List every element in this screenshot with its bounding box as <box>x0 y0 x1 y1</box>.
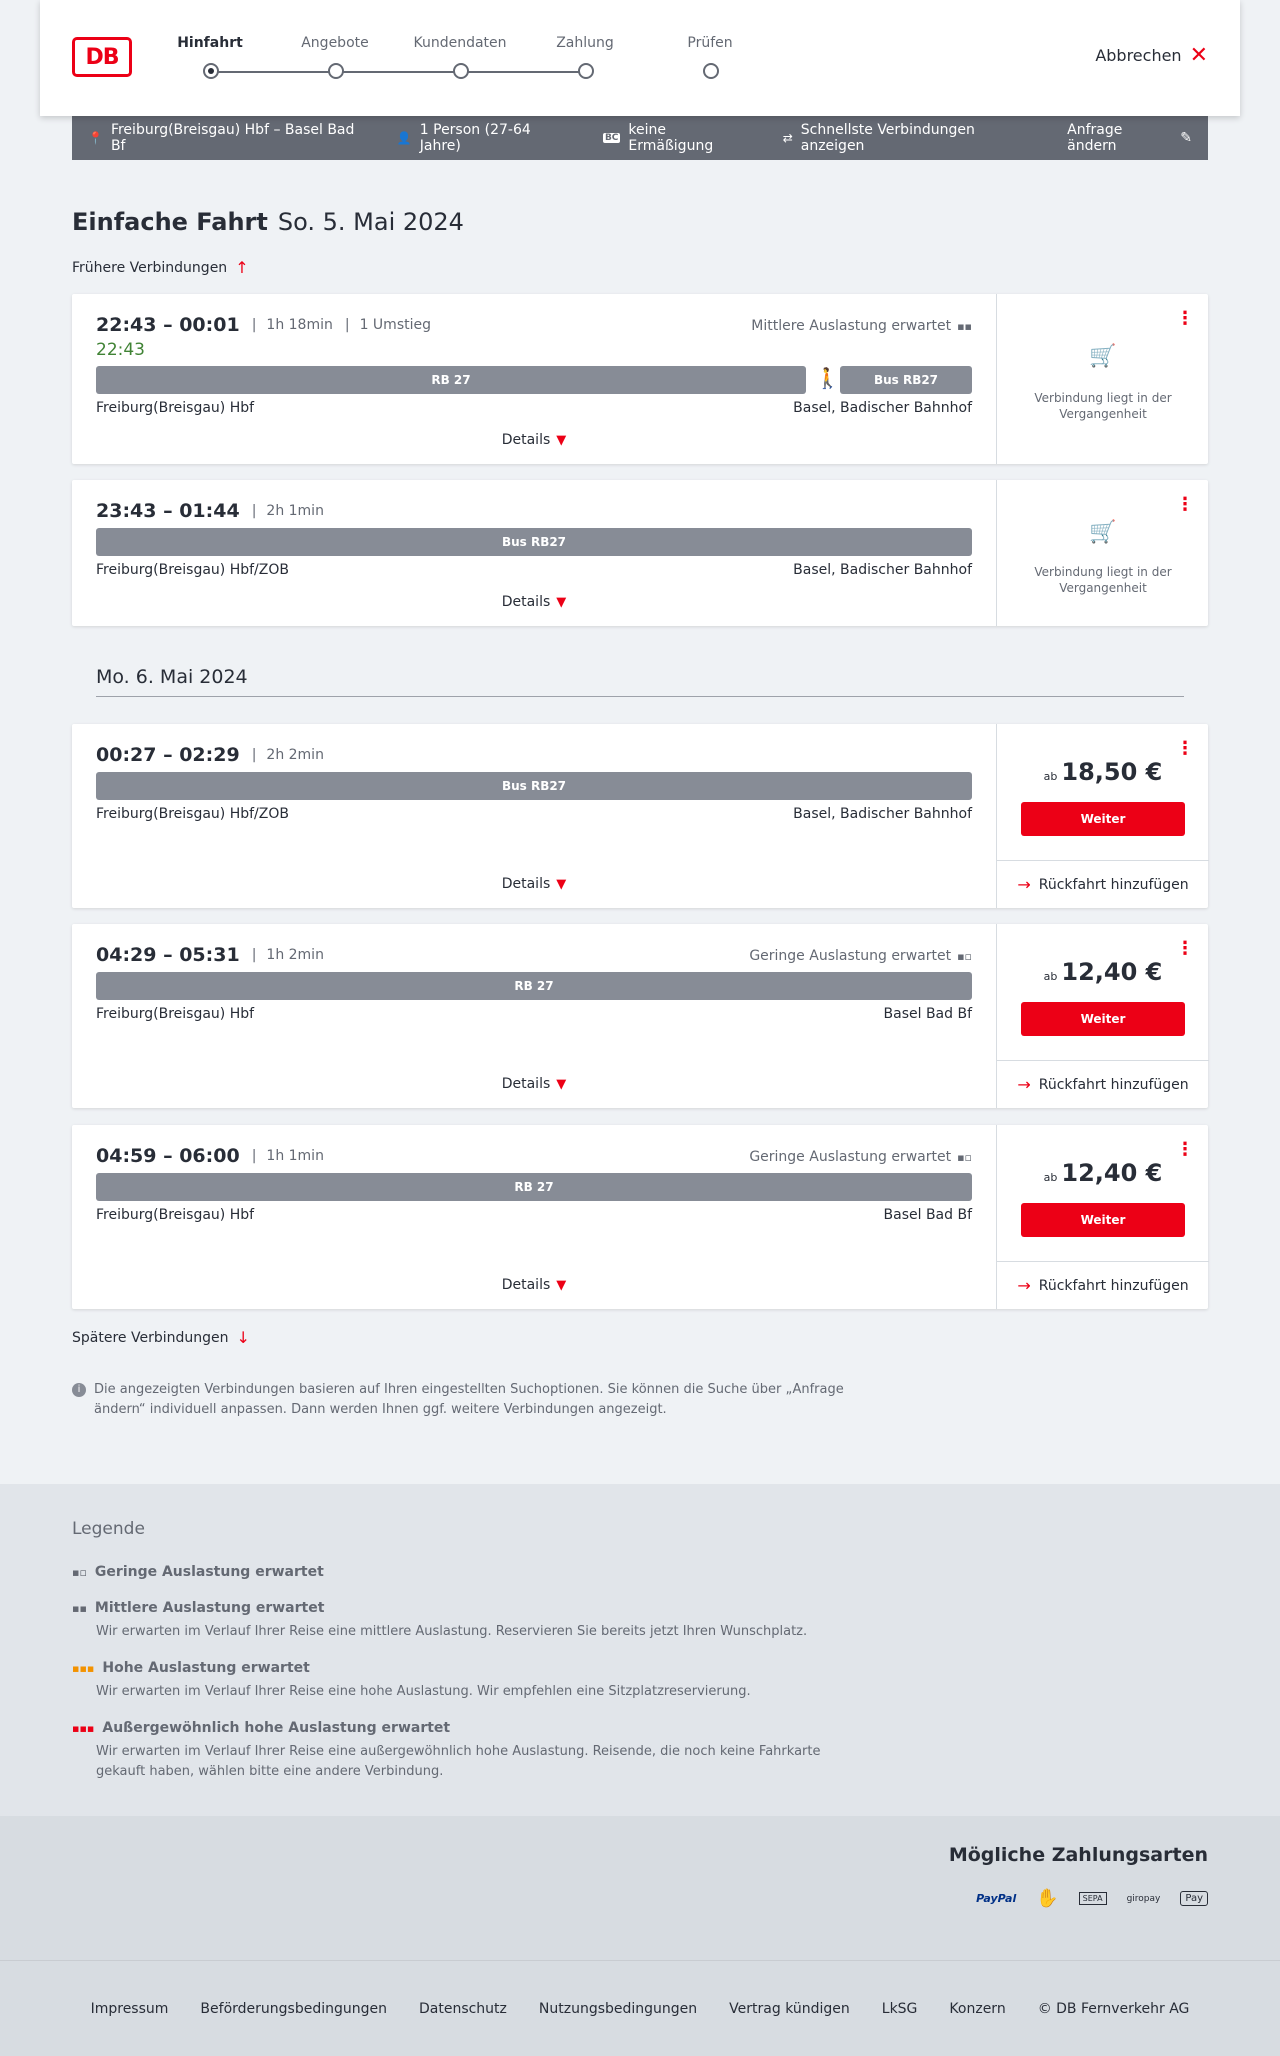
segment-bar[interactable]: Bus RB27 <box>96 528 972 556</box>
step-pruefen <box>660 35 760 55</box>
discount-summary <box>603 122 751 154</box>
segment-bar[interactable]: RB 27 <box>96 1173 972 1201</box>
connection-side <box>996 480 1208 626</box>
connection-main <box>72 480 996 626</box>
duration: 1h 18min <box>266 317 333 333</box>
price-prefix: ab <box>1043 770 1058 783</box>
time-range: 22:43 – 00:01 <box>96 314 240 336</box>
duration: 1h 2min <box>266 947 324 963</box>
connection-main <box>72 1125 996 1309</box>
connection-card <box>72 724 1208 908</box>
pencil-icon: ✎ <box>1180 130 1192 146</box>
occupancy-info <box>751 318 972 334</box>
details-label: Details <box>501 594 551 610</box>
connection-times: 00:27 – 02:29 | 2h 2min <box>96 744 324 766</box>
sepa-icon: SEPA <box>1079 1892 1107 1905</box>
legend-item-desc: Wir erwarten im Verlauf Ihrer Reise eine hohe Auslastung. Wir empfehlen eine Sitzplatzreservierung. <box>96 1684 751 1699</box>
time-range: 00:27 – 02:29 <box>96 744 240 766</box>
weiter-button[interactable]: Weiter <box>1021 802 1185 836</box>
price <box>997 1159 1209 1187</box>
return-label: Rückfahrt hinzufügen <box>1038 876 1189 893</box>
more-options-icon[interactable]: ⋮ <box>1176 494 1194 515</box>
destination-station: Basel, Badischer Bahnhof <box>793 400 972 416</box>
connection-times: 22:43 – 00:01 | 1h 18min | 1 Umstieg <box>96 314 431 336</box>
connection-side <box>996 724 1208 908</box>
legend-item-medium <box>72 1600 856 1642</box>
cart-unavailable-icon: 🛒 <box>1089 520 1117 545</box>
connection-card <box>72 924 1208 1108</box>
origin-station: Freiburg(Breisgau) Hbf/ZOB <box>96 562 289 578</box>
more-options-icon[interactable]: ⋮ <box>1176 738 1194 759</box>
origin-station: Freiburg(Breisgau) Hbf/ZOB <box>96 806 289 822</box>
details-toggle[interactable] <box>72 1076 996 1092</box>
legend-item-very-high <box>72 1720 856 1782</box>
info-text: Die angezeigten Verbindungen basieren auf Ihren eingestellten Suchoptionen. Sie können die Suche über „Anfrage ändern“ individuell anpassen. Dann werden Ihnen ggf. weitere Verbindungen angezeigt. <box>94 1382 844 1417</box>
details-toggle[interactable] <box>72 876 996 892</box>
step-dot <box>328 63 344 79</box>
details-label: Details <box>501 1076 551 1092</box>
connection-card <box>72 294 1208 464</box>
connection-main <box>72 294 996 464</box>
page-title <box>72 208 464 236</box>
progress-line <box>210 71 585 73</box>
bahncard-icon: BC <box>604 133 619 143</box>
connection-main <box>72 924 996 1108</box>
step-label: Zahlung <box>556 35 614 51</box>
segment-bar[interactable]: RB 27 <box>96 972 972 1000</box>
step-dot <box>453 63 469 79</box>
edit-request-button[interactable] <box>1067 122 1192 154</box>
connection-side <box>996 294 1208 464</box>
destination-station: Basel, Badischer Bahnhof <box>793 806 972 822</box>
giropay-icon: giropay <box>1126 1893 1161 1904</box>
price-prefix: ab <box>1043 1171 1058 1184</box>
step-dot <box>578 63 594 79</box>
price-value: 12,40 € <box>1061 1159 1163 1187</box>
person-icon: 👤 <box>396 131 412 145</box>
time-range: 04:59 – 06:00 <box>96 1145 240 1167</box>
price <box>997 958 1209 986</box>
location-pin-icon: 📍 <box>88 131 103 145</box>
fastest-summary <box>783 122 1035 154</box>
segment-bar[interactable]: Bus RB27 <box>840 366 972 394</box>
price <box>997 758 1209 786</box>
payment-section <box>0 1816 1280 1960</box>
persons-text: 1 Person (27-64 Jahre) <box>419 122 531 154</box>
arrow-right-icon: → <box>1017 875 1031 894</box>
legend-item-high <box>72 1660 856 1702</box>
arrow-up-icon: ↑ <box>235 258 249 277</box>
step-kundendaten <box>410 35 510 55</box>
destination-station: Basel Bad Bf <box>883 1207 972 1223</box>
step-angebote <box>285 35 385 55</box>
cancel-label: Abbrechen <box>1095 46 1182 65</box>
occupancy-high-icon: ▪▪▪ <box>72 1661 95 1675</box>
arrow-down-icon: ↓ <box>236 1328 250 1347</box>
connection-card <box>72 480 1208 626</box>
price-value: 12,40 € <box>1061 958 1163 986</box>
chevron-down-icon: ▼ <box>556 595 567 610</box>
transfers: 1 Umstieg <box>359 317 431 333</box>
step-hinfahrt <box>160 35 260 55</box>
footer-link-nutzungsbedingungen[interactable]: Nutzungsbedingungen <box>538 2000 698 2017</box>
more-options-icon[interactable]: ⋮ <box>1176 1139 1194 1160</box>
legend-item-desc: Wir erwarten im Verlauf Ihrer Reise eine mittlere Auslastung. Reservieren Sie bereits jetzt Ihren Wunschplatz. <box>96 1624 808 1639</box>
connection-times: 04:29 – 05:31 | 1h 2min <box>96 944 324 966</box>
footer <box>0 1960 1280 2056</box>
footer-link-befoerderungsbedingungen[interactable]: Beförderungsbedingungen <box>200 2000 387 2017</box>
duration: 2h 2min <box>266 747 324 763</box>
add-return-button[interactable] <box>997 860 1209 908</box>
price-value: 18,50 € <box>1061 758 1163 786</box>
step-dot <box>703 63 719 79</box>
edit-label: Anfrage ändern <box>1067 122 1123 154</box>
info-icon: i <box>72 1383 86 1397</box>
trip-type: Einfache Fahrt <box>72 208 268 236</box>
route-text: Freiburg(Breisgau) Hbf – Basel Bad Bf <box>110 122 355 154</box>
time-range: 23:43 – 01:44 <box>96 500 240 522</box>
walk-icon: 🚶 <box>815 366 840 390</box>
details-label: Details <box>501 432 551 448</box>
persons-summary <box>397 122 571 154</box>
legend-title: Legende <box>72 1519 145 1539</box>
add-return-button[interactable] <box>997 1060 1209 1108</box>
earlier-connections-link[interactable] <box>72 258 249 277</box>
legend-item-title: Geringe Auslastung erwartet <box>94 1564 324 1580</box>
connection-card <box>72 1125 1208 1309</box>
details-label: Details <box>501 1277 551 1293</box>
legend-item-title: Hohe Auslastung erwartet <box>102 1660 310 1676</box>
more-options-icon[interactable]: ⋮ <box>1176 938 1194 959</box>
payment-title: Mögliche Zahlungsarten <box>948 1844 1208 1866</box>
destination-station: Basel, Badischer Bahnhof <box>793 562 972 578</box>
header <box>40 0 1240 116</box>
duration: 1h 1min <box>266 1148 324 1164</box>
route-summary <box>88 122 365 154</box>
search-summary-bar <box>72 116 1208 160</box>
details-label: Details <box>501 876 551 892</box>
duration: 2h 1min <box>266 503 324 519</box>
step-zahlung <box>535 35 635 55</box>
weiter-button[interactable]: Weiter <box>1021 1002 1185 1036</box>
return-label: Rückfahrt hinzufügen <box>1038 1277 1189 1294</box>
occupancy-medium-icon: ▪▪ <box>957 319 972 333</box>
connection-side <box>996 1125 1208 1309</box>
legend-item-low <box>72 1564 324 1580</box>
legend-item-desc: Wir erwarten im Verlauf Ihrer Reise eine außergewöhnlich hohe Auslastung. Reisende, die noch keine Fahrkarte gekauft haben, wählen bitte eine andere Verbindung. <box>96 1744 821 1779</box>
connection-side <box>996 924 1208 1108</box>
footer-copyright: © DB Fernverkehr AG <box>1037 2000 1190 2017</box>
origin-station: Freiburg(Breisgau) Hbf <box>96 1207 255 1223</box>
db-logo[interactable]: DB <box>72 37 132 77</box>
origin-station: Freiburg(Breisgau) Hbf <box>96 400 255 416</box>
arrow-right-icon: → <box>1017 1075 1031 1094</box>
discount-text: keine Ermäßigung <box>628 122 714 154</box>
step-dot <box>203 63 219 79</box>
origin-station: Freiburg(Breisgau) Hbf <box>96 1006 255 1022</box>
cart-unavailable-icon: 🛒 <box>1089 344 1117 369</box>
chevron-down-icon: ▼ <box>556 1278 567 1293</box>
legend-item-title: Mittlere Auslastung erwartet <box>94 1600 325 1616</box>
price-prefix: ab <box>1043 970 1058 983</box>
occupancy-low-icon: ▪▫ <box>72 1565 87 1579</box>
cancel-button[interactable] <box>1095 42 1208 68</box>
occupancy-text: Geringe Auslastung erwartet <box>749 948 952 964</box>
details-toggle[interactable] <box>72 594 996 610</box>
legend-section <box>0 1484 1280 1816</box>
connection-times: 23:43 – 01:44 | 2h 1min <box>96 500 324 522</box>
step-label: Angebote <box>301 35 369 51</box>
return-label: Rückfahrt hinzufügen <box>1038 1076 1189 1093</box>
time-range: 04:29 – 05:31 <box>96 944 240 966</box>
segment-bar[interactable]: RB 27 <box>96 366 806 394</box>
step-label: Hinfahrt <box>177 35 243 51</box>
chevron-down-icon: ▼ <box>556 433 567 448</box>
later-label: Spätere Verbindungen <box>72 1329 229 1346</box>
swap-icon: ⇄ <box>782 131 793 145</box>
arrow-right-icon: → <box>1017 1276 1031 1295</box>
weiter-button[interactable]: Weiter <box>1021 1203 1185 1237</box>
footer-link-konzern[interactable]: Konzern <box>949 2000 1006 2017</box>
day-separator: Mo. 6. Mai 2024 <box>96 666 1184 697</box>
realtime-departure: 22:43 <box>96 340 145 360</box>
earlier-label: Frühere Verbindungen <box>72 259 228 276</box>
progress-steps <box>160 35 733 85</box>
occupancy-info <box>749 1149 972 1165</box>
info-notice <box>72 1380 852 1420</box>
destination-station: Basel Bad Bf <box>883 1006 972 1022</box>
step-label: Prüfen <box>687 35 733 51</box>
footer-link-lksg[interactable]: LkSG <box>881 2000 918 2017</box>
segment-bar[interactable]: Bus RB27 <box>96 772 972 800</box>
past-notice: Verbindung liegt in der Vergangenheit <box>1034 391 1172 421</box>
connection-times: 04:59 – 06:00 | 1h 1min <box>96 1145 324 1167</box>
later-connections-link[interactable] <box>72 1328 250 1347</box>
add-return-button[interactable] <box>997 1261 1209 1309</box>
occupancy-low-icon: ▪▫ <box>957 1150 972 1164</box>
footer-link-impressum[interactable]: Impressum <box>90 2000 169 2017</box>
step-label: Kundendaten <box>413 35 507 51</box>
occupancy-text: Geringe Auslastung erwartet <box>749 1149 952 1165</box>
close-icon: ✕ <box>1189 42 1208 68</box>
apple-pay-label: Pay <box>1185 1893 1203 1904</box>
contactless-hand-icon: ✋ <box>1036 1888 1059 1909</box>
apple-pay-icon <box>1180 1891 1208 1906</box>
footer-link-datenschutz[interactable]: Datenschutz <box>418 2000 507 2017</box>
details-toggle[interactable] <box>72 1277 996 1293</box>
trip-date: So. 5. Mai 2024 <box>277 208 464 236</box>
occupancy-text: Mittlere Auslastung erwartet <box>751 318 952 334</box>
details-toggle[interactable] <box>72 432 996 448</box>
chevron-down-icon: ▼ <box>556 877 567 892</box>
more-options-icon[interactable]: ⋮ <box>1176 308 1194 329</box>
payment-methods <box>976 1888 1208 1909</box>
past-notice: Verbindung liegt in der Vergangenheit <box>1034 565 1172 595</box>
fastest-text: Schnellste Verbindungen anzeigen <box>800 122 975 154</box>
connection-main <box>72 724 996 908</box>
occupancy-low-icon: ▪▫ <box>957 949 972 963</box>
footer-link-vertrag-kuendigen[interactable]: Vertrag kündigen <box>729 2000 850 2017</box>
legend-item-title: Außergewöhnlich hohe Auslastung erwartet <box>102 1720 451 1736</box>
chevron-down-icon: ▼ <box>556 1077 567 1092</box>
occupancy-medium-icon: ▪▪ <box>72 1601 87 1615</box>
occupancy-info <box>749 948 972 964</box>
paypal-icon: PayPal <box>976 1892 1017 1905</box>
occupancy-very-high-icon: ▪▪▪ <box>72 1721 95 1735</box>
